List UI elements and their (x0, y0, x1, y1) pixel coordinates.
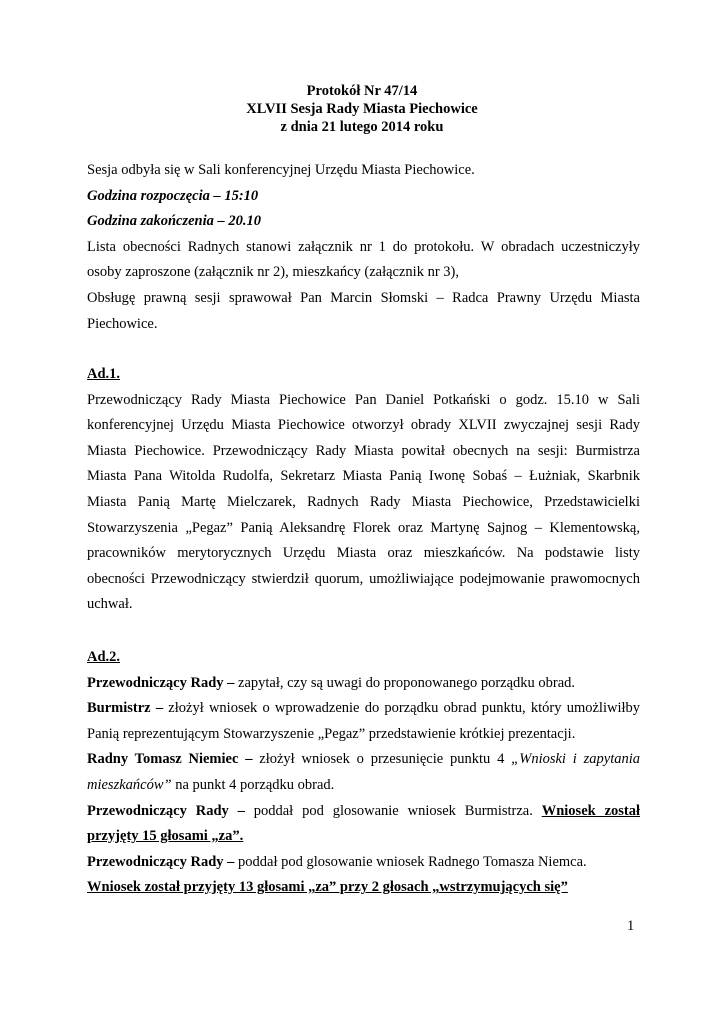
speaker-label: Przewodniczący Rady – (87, 802, 245, 819)
session-date: z dnia 21 lutego 2014 roku (280, 119, 444, 135)
paragraph-text: na punkt 4 porządku obrad. (171, 776, 335, 793)
paragraph-text: złożył wniosek o wprowadzenie do porządku obrad punktu, który umożliwiłby Panią reprezentującym Stowarzyszenie „Pegaz” przedstawienie krótkiej prezentacji. (87, 700, 641, 742)
end-time (87, 209, 640, 235)
legal-service-note: Obsługę prawną sesji sprawował Pan Marcin Słomski – Radca Prawny Urzędu Miasta Piechowice. (87, 289, 640, 332)
end-time-text: Godzina zakończenia – 20.10 (87, 213, 262, 230)
ad2-section (87, 645, 640, 901)
paragraph-text: zapytał, czy są uwagi do proponowanego porządku obrad. (234, 674, 576, 691)
attendance-note: Lista obecności Radnych stanowi załącznik nr 1 do protokołu. W obradach uczestniczyły osoby zaproszone (załącznik nr 2), mieszkańcy (załącznik nr 3), (87, 238, 640, 281)
protocol-number: Protokół Nr 47/14 (306, 83, 418, 99)
speaker-label: Przewodniczący Rady – (87, 674, 235, 691)
paragraph-text: złożył wniosek o przesunięcie punktu 4 (252, 751, 512, 768)
speaker-label: Burmistrz – (87, 700, 164, 717)
ad2-paragraph-6 (87, 875, 640, 901)
session-title: XLVII Sesja Rady Miasta Piechowice (246, 101, 478, 117)
start-time-text: Godzina rozpoczęcia – 15:10 (87, 187, 259, 204)
ad2-paragraph-1 (87, 671, 640, 697)
document-header (0, 82, 724, 136)
vote-result: Wniosek został przyjęty 13 głosami „za” przy 2 głosach „wstrzymujących się” (87, 879, 568, 896)
quoted-item: „Wnioski i zapytania mieszkańców” (87, 751, 640, 793)
ad2-heading: Ad.2. (87, 649, 121, 665)
paragraph-text: poddał pod glosowanie wniosek Radnego Tomasza Niemca. (234, 853, 587, 870)
speaker-label: Radny Tomasz Niemiec – (87, 751, 253, 768)
vote-result: Wniosek został przyjęty 15 głosami „za”. (87, 802, 641, 845)
ad2-paragraph-4 (87, 799, 640, 850)
ad2-paragraph-2 (87, 696, 640, 747)
session-place: Sesja odbyła się w Sali konferencyjnej Urzędu Miasta Piechowice. (87, 162, 475, 178)
start-time (87, 184, 640, 210)
ad2-paragraph-5 (87, 850, 640, 876)
ad1-paragraph: Przewodniczący Rady Miasta Piechowice Pan Daniel Potkański o godz. 15.10 w Sali konferencyjnej Urzędu Miasta Piechowice otworzył obrady XLVII zwyczajnej sesji Rady Miasta Piechowice. Przewodniczący Rady Miasta powitał obecnych na sesji: Burmistrza Miasta Pana Witolda Rudolfa, Sekretarz Miasta Panią Iwonę Sobaś – Łużniak, Skarbnik Miasta Panią Martę Mielczarek, Radnych Rady Miasta Piechowice, Przedstawicielki Stowarzyszenia „Pegaz” Panią Aleksandrę Florek oraz Martynę Sajnog – Klementowską, pracowników merytorycznych Urzędu Miasta oraz mieszkańców. Na podstawie listy obecności Przewodniczący stwierdził quorum, umożliwiające podejmowanie prawomocnych uchwał. (87, 391, 640, 613)
paragraph-text: poddał pod glosowanie wniosek Burmistrza. (244, 802, 542, 819)
speaker-label: Przewodniczący Rady – (87, 853, 235, 870)
ad1-section (87, 362, 640, 618)
ad2-paragraph-3 (87, 747, 640, 798)
page-number: 1 (627, 918, 635, 934)
intro-section (87, 158, 640, 337)
ad1-heading: Ad.1. (87, 366, 121, 382)
